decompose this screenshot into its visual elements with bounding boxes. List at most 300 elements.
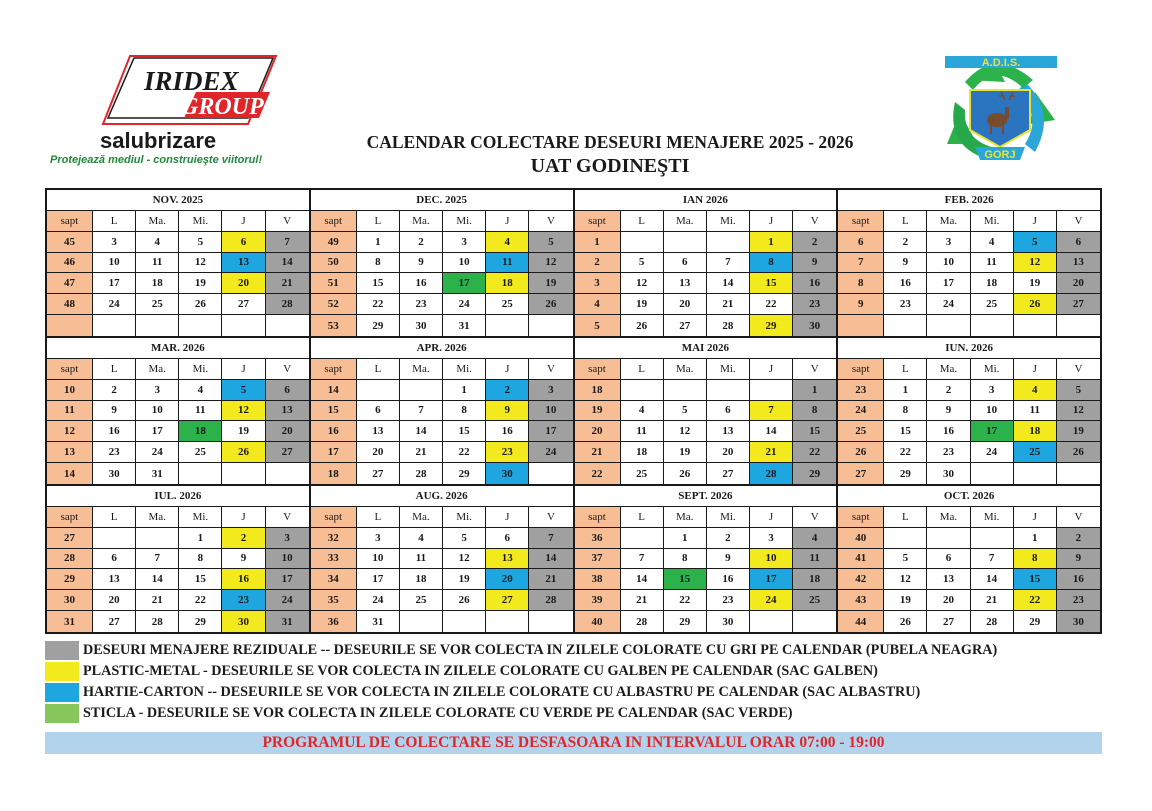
week-number-cell: 11 bbox=[47, 401, 93, 422]
month-block bbox=[311, 338, 573, 484]
week-number-cell: 10 bbox=[47, 380, 93, 401]
day-cell: 16 bbox=[222, 569, 265, 590]
day-cell bbox=[529, 611, 572, 632]
week-number-cell: 41 bbox=[838, 549, 884, 570]
day-cell: 26 bbox=[443, 590, 486, 611]
day-cell: 24 bbox=[529, 442, 572, 463]
day-cell: 26 bbox=[222, 442, 265, 463]
day-cell bbox=[664, 380, 707, 401]
day-cell: 8 bbox=[664, 549, 707, 570]
weekday-header: Ma. bbox=[136, 211, 179, 232]
week-number-cell: 15 bbox=[311, 401, 357, 422]
weekday-header: J bbox=[1014, 507, 1057, 528]
day-cell: 16 bbox=[927, 421, 970, 442]
day-cell: 10 bbox=[971, 401, 1014, 422]
day-cell: 30 bbox=[93, 463, 136, 484]
day-cell: 26 bbox=[1057, 442, 1100, 463]
day-cell bbox=[750, 380, 793, 401]
day-cell: 19 bbox=[179, 273, 222, 294]
day-cell: 23 bbox=[884, 294, 927, 315]
day-cell: 10 bbox=[750, 549, 793, 570]
day-cell: 13 bbox=[222, 253, 265, 274]
week-number-cell: 31 bbox=[47, 611, 93, 632]
day-cell: 11 bbox=[136, 253, 179, 274]
day-cell: 12 bbox=[529, 253, 572, 274]
week-number-cell: 40 bbox=[575, 611, 621, 632]
month-block bbox=[47, 486, 309, 632]
legend-row bbox=[45, 640, 1115, 661]
weekday-header: Ma. bbox=[664, 359, 707, 380]
day-cell: 22 bbox=[793, 442, 836, 463]
weekday-header: Ma. bbox=[400, 359, 443, 380]
day-cell: 7 bbox=[266, 232, 309, 253]
day-cell: 17 bbox=[927, 273, 970, 294]
day-cell: 18 bbox=[400, 569, 443, 590]
weekday-header: Mi. bbox=[179, 359, 222, 380]
day-cell: 15 bbox=[443, 421, 486, 442]
day-cell: 15 bbox=[793, 421, 836, 442]
day-cell: 2 bbox=[707, 528, 750, 549]
week-number-cell: 29 bbox=[47, 569, 93, 590]
day-cell: 15 bbox=[179, 569, 222, 590]
weekday-header: V bbox=[1057, 507, 1100, 528]
day-cell bbox=[707, 232, 750, 253]
day-cell: 2 bbox=[793, 232, 836, 253]
day-cell bbox=[971, 528, 1014, 549]
day-cell: 31 bbox=[136, 463, 179, 484]
month-name: AUG. 2026 bbox=[311, 486, 573, 507]
week-number-cell: 3 bbox=[575, 273, 621, 294]
day-cell: 28 bbox=[971, 611, 1014, 632]
day-cell: 28 bbox=[621, 611, 664, 632]
week-number-cell: 4 bbox=[575, 294, 621, 315]
day-cell: 30 bbox=[927, 463, 970, 484]
day-cell: 17 bbox=[443, 273, 486, 294]
month-name: IUN. 2026 bbox=[838, 338, 1100, 359]
day-cell: 23 bbox=[793, 294, 836, 315]
color-legend bbox=[45, 640, 1115, 724]
day-cell: 25 bbox=[621, 463, 664, 484]
day-cell: 12 bbox=[179, 253, 222, 274]
day-cell: 12 bbox=[1014, 253, 1057, 274]
legend-row bbox=[45, 682, 1115, 703]
day-cell: 5 bbox=[222, 380, 265, 401]
day-cell: 9 bbox=[707, 549, 750, 570]
weekday-header: Mi. bbox=[971, 359, 1014, 380]
company-name: IRIDEX bbox=[144, 66, 239, 96]
day-cell: 31 bbox=[266, 611, 309, 632]
day-cell: 26 bbox=[179, 294, 222, 315]
day-cell bbox=[222, 463, 265, 484]
weekday-header: L bbox=[884, 359, 927, 380]
week-column-header: sapt bbox=[575, 507, 621, 528]
day-cell: 9 bbox=[93, 401, 136, 422]
weekday-header: V bbox=[1057, 359, 1100, 380]
day-cell: 24 bbox=[93, 294, 136, 315]
day-cell: 13 bbox=[707, 421, 750, 442]
day-cell: 21 bbox=[266, 273, 309, 294]
iridex-logo-graphic bbox=[48, 54, 318, 174]
weekday-header: L bbox=[884, 211, 927, 232]
day-cell: 16 bbox=[793, 273, 836, 294]
day-cell: 15 bbox=[1014, 569, 1057, 590]
day-cell: 19 bbox=[1057, 421, 1100, 442]
weekday-header: J bbox=[1014, 211, 1057, 232]
day-cell: 24 bbox=[136, 442, 179, 463]
day-cell: 18 bbox=[971, 273, 1014, 294]
legend-text: HARTIE-CARTON -- DESEURILE SE VOR COLECTA IN ZILELE COLORATE CU ALBASTRU PE CALENDAR (SAC ALBASTRU) bbox=[83, 684, 921, 700]
day-cell: 21 bbox=[621, 590, 664, 611]
week-column-header: sapt bbox=[311, 359, 357, 380]
day-cell: 19 bbox=[664, 442, 707, 463]
day-cell: 17 bbox=[136, 421, 179, 442]
weekday-header: Ma. bbox=[136, 507, 179, 528]
week-column-header: sapt bbox=[838, 211, 884, 232]
day-cell: 29 bbox=[357, 315, 400, 336]
day-cell: 1 bbox=[884, 380, 927, 401]
day-cell: 16 bbox=[93, 421, 136, 442]
weekday-header: J bbox=[750, 359, 793, 380]
weekday-header: L bbox=[621, 359, 664, 380]
month-block bbox=[311, 486, 573, 632]
day-cell: 29 bbox=[750, 315, 793, 336]
day-cell: 10 bbox=[93, 253, 136, 274]
weekday-header: L bbox=[357, 359, 400, 380]
day-cell bbox=[486, 611, 529, 632]
day-cell: 31 bbox=[443, 315, 486, 336]
right-logo-top-text: A.D.I.S. bbox=[981, 57, 1021, 69]
day-cell: 4 bbox=[971, 232, 1014, 253]
month-block bbox=[575, 338, 837, 484]
week-number-cell: 48 bbox=[47, 294, 93, 315]
weekday-header: Ma. bbox=[400, 211, 443, 232]
day-cell bbox=[136, 315, 179, 336]
weekday-header: J bbox=[222, 211, 265, 232]
day-cell: 11 bbox=[621, 421, 664, 442]
day-cell: 20 bbox=[707, 442, 750, 463]
day-cell: 25 bbox=[971, 294, 1014, 315]
day-cell: 7 bbox=[750, 401, 793, 422]
weekday-header: V bbox=[529, 359, 572, 380]
weekday-header: J bbox=[222, 507, 265, 528]
calendar-title: CALENDAR COLECTARE DESEURI MENAJERE 2025 - 2026 bbox=[366, 132, 854, 152]
day-cell: 24 bbox=[927, 294, 970, 315]
day-cell: 3 bbox=[357, 528, 400, 549]
month-block bbox=[311, 190, 573, 336]
day-cell: 24 bbox=[750, 590, 793, 611]
week-number-cell: 44 bbox=[838, 611, 884, 632]
day-cell: 6 bbox=[707, 401, 750, 422]
day-cell: 1 bbox=[357, 232, 400, 253]
day-cell: 15 bbox=[750, 273, 793, 294]
week-number-cell: 16 bbox=[311, 421, 357, 442]
day-cell: 29 bbox=[179, 611, 222, 632]
day-cell: 25 bbox=[136, 294, 179, 315]
month-block bbox=[47, 190, 309, 336]
day-cell bbox=[1057, 315, 1100, 336]
weekday-header: V bbox=[266, 211, 309, 232]
day-cell: 1 bbox=[443, 380, 486, 401]
day-cell bbox=[793, 611, 836, 632]
weekday-header: Mi. bbox=[443, 211, 486, 232]
day-cell: 23 bbox=[707, 590, 750, 611]
week-column-header: sapt bbox=[47, 359, 93, 380]
week-number-cell: 37 bbox=[575, 549, 621, 570]
day-cell: 13 bbox=[93, 569, 136, 590]
day-cell bbox=[529, 315, 572, 336]
day-cell: 4 bbox=[179, 380, 222, 401]
day-cell: 30 bbox=[400, 315, 443, 336]
day-cell: 18 bbox=[136, 273, 179, 294]
day-cell: 25 bbox=[400, 590, 443, 611]
day-cell: 29 bbox=[1014, 611, 1057, 632]
day-cell: 14 bbox=[621, 569, 664, 590]
day-cell: 10 bbox=[266, 549, 309, 570]
day-cell: 2 bbox=[222, 528, 265, 549]
week-number-cell: 23 bbox=[838, 380, 884, 401]
day-cell: 21 bbox=[136, 590, 179, 611]
day-cell: 14 bbox=[136, 569, 179, 590]
day-cell: 18 bbox=[486, 273, 529, 294]
day-cell: 7 bbox=[400, 401, 443, 422]
day-cell: 22 bbox=[357, 294, 400, 315]
weekday-header: L bbox=[93, 507, 136, 528]
day-cell bbox=[400, 611, 443, 632]
day-cell: 20 bbox=[266, 421, 309, 442]
day-cell: 4 bbox=[486, 232, 529, 253]
weekday-header: L bbox=[621, 507, 664, 528]
week-number-cell: 14 bbox=[311, 380, 357, 401]
weekday-header: Mi. bbox=[179, 507, 222, 528]
week-number-cell: 6 bbox=[838, 232, 884, 253]
day-cell: 4 bbox=[1014, 380, 1057, 401]
day-cell: 31 bbox=[357, 611, 400, 632]
day-cell: 19 bbox=[443, 569, 486, 590]
day-cell: 5 bbox=[884, 549, 927, 570]
weekday-header: V bbox=[266, 359, 309, 380]
day-cell: 29 bbox=[664, 611, 707, 632]
weekday-header: L bbox=[93, 359, 136, 380]
week-number-cell: 42 bbox=[838, 569, 884, 590]
week-number-cell: 25 bbox=[838, 421, 884, 442]
day-cell: 17 bbox=[529, 421, 572, 442]
day-cell: 27 bbox=[93, 611, 136, 632]
day-cell: 28 bbox=[529, 590, 572, 611]
day-cell bbox=[93, 528, 136, 549]
day-cell: 25 bbox=[1014, 442, 1057, 463]
day-cell: 9 bbox=[222, 549, 265, 570]
day-cell: 7 bbox=[136, 549, 179, 570]
day-cell: 18 bbox=[793, 569, 836, 590]
week-number-cell: 21 bbox=[575, 442, 621, 463]
day-cell: 24 bbox=[357, 590, 400, 611]
week-number-cell: 27 bbox=[838, 463, 884, 484]
legend-row bbox=[45, 703, 1115, 724]
day-cell: 7 bbox=[707, 253, 750, 274]
day-cell: 22 bbox=[1014, 590, 1057, 611]
week-number-cell: 14 bbox=[47, 463, 93, 484]
day-cell: 26 bbox=[1014, 294, 1057, 315]
week-column-header: sapt bbox=[838, 507, 884, 528]
weekday-header: J bbox=[222, 359, 265, 380]
day-cell: 1 bbox=[793, 380, 836, 401]
day-cell: 9 bbox=[793, 253, 836, 274]
day-cell: 15 bbox=[884, 421, 927, 442]
week-number-cell: 12 bbox=[47, 421, 93, 442]
day-cell: 17 bbox=[971, 421, 1014, 442]
day-cell: 8 bbox=[357, 253, 400, 274]
day-cell: 21 bbox=[529, 569, 572, 590]
week-number-cell: 22 bbox=[575, 463, 621, 484]
week-column-header: sapt bbox=[838, 359, 884, 380]
day-cell: 25 bbox=[793, 590, 836, 611]
weekday-header: Mi. bbox=[971, 507, 1014, 528]
day-cell: 13 bbox=[927, 569, 970, 590]
day-cell: 28 bbox=[750, 463, 793, 484]
weekday-header: V bbox=[793, 359, 836, 380]
weekday-header: V bbox=[529, 507, 572, 528]
day-cell: 18 bbox=[621, 442, 664, 463]
day-cell: 3 bbox=[136, 380, 179, 401]
day-cell: 28 bbox=[136, 611, 179, 632]
day-cell: 20 bbox=[93, 590, 136, 611]
adis-gorj-logo bbox=[935, 52, 1065, 172]
day-cell: 9 bbox=[1057, 549, 1100, 570]
weekday-header: Mi. bbox=[707, 211, 750, 232]
day-cell bbox=[486, 315, 529, 336]
day-cell: 17 bbox=[266, 569, 309, 590]
legend-swatch bbox=[45, 662, 79, 681]
day-cell: 7 bbox=[529, 528, 572, 549]
weekday-header: L bbox=[357, 507, 400, 528]
month-block bbox=[47, 338, 309, 484]
week-number-cell: 7 bbox=[838, 253, 884, 274]
day-cell: 26 bbox=[621, 315, 664, 336]
day-cell: 8 bbox=[750, 253, 793, 274]
day-cell: 21 bbox=[400, 442, 443, 463]
day-cell: 13 bbox=[266, 401, 309, 422]
day-cell: 15 bbox=[357, 273, 400, 294]
weekday-header: V bbox=[529, 211, 572, 232]
day-cell: 10 bbox=[927, 253, 970, 274]
weekday-header: Mi. bbox=[707, 359, 750, 380]
day-cell: 23 bbox=[93, 442, 136, 463]
day-cell: 5 bbox=[529, 232, 572, 253]
week-number-cell: 26 bbox=[838, 442, 884, 463]
day-cell: 25 bbox=[486, 294, 529, 315]
week-number-cell: 24 bbox=[838, 401, 884, 422]
week-column-header: sapt bbox=[575, 211, 621, 232]
week-number-cell: 19 bbox=[575, 401, 621, 422]
day-cell: 3 bbox=[266, 528, 309, 549]
company-service: salubrizare bbox=[100, 128, 217, 153]
weekday-header: Mi. bbox=[179, 211, 222, 232]
day-cell: 18 bbox=[179, 421, 222, 442]
week-number-cell: 30 bbox=[47, 590, 93, 611]
week-number-cell: 51 bbox=[311, 273, 357, 294]
weekday-header: L bbox=[621, 211, 664, 232]
week-number-cell: 20 bbox=[575, 421, 621, 442]
month-name: APR. 2026 bbox=[311, 338, 573, 359]
day-cell: 5 bbox=[1014, 232, 1057, 253]
week-number-cell: 35 bbox=[311, 590, 357, 611]
day-cell: 14 bbox=[400, 421, 443, 442]
day-cell: 6 bbox=[357, 401, 400, 422]
weekday-header: Mi. bbox=[971, 211, 1014, 232]
day-cell: 20 bbox=[927, 590, 970, 611]
day-cell: 10 bbox=[529, 401, 572, 422]
day-cell: 1 bbox=[179, 528, 222, 549]
day-cell: 30 bbox=[1057, 611, 1100, 632]
day-cell bbox=[884, 528, 927, 549]
day-cell: 8 bbox=[884, 401, 927, 422]
day-cell: 15 bbox=[664, 569, 707, 590]
day-cell: 11 bbox=[486, 253, 529, 274]
right-logo-bottom-text: GORJ bbox=[984, 149, 1016, 161]
day-cell: 26 bbox=[529, 294, 572, 315]
legend-text: PLASTIC-METAL - DESEURILE SE VOR COLECTA IN ZILELE COLORATE CU GALBEN PE CALENDAR (SAC GALBEN) bbox=[83, 663, 878, 679]
day-cell: 3 bbox=[927, 232, 970, 253]
week-number-cell: 18 bbox=[575, 380, 621, 401]
legend-text: DESEURI MENAJERE REZIDUALE -- DESEURILE SE VOR COLECTA IN ZILELE COLORATE CU GRI PE CALENDAR (PUBELA NEAGRA) bbox=[83, 642, 998, 658]
day-cell: 14 bbox=[971, 569, 1014, 590]
month-name: SEPT. 2026 bbox=[575, 486, 837, 507]
day-cell: 2 bbox=[927, 380, 970, 401]
day-cell: 27 bbox=[486, 590, 529, 611]
day-cell: 17 bbox=[93, 273, 136, 294]
day-cell: 22 bbox=[443, 442, 486, 463]
weekday-header: L bbox=[357, 211, 400, 232]
day-cell: 27 bbox=[664, 315, 707, 336]
day-cell bbox=[266, 315, 309, 336]
day-cell bbox=[136, 528, 179, 549]
week-number-cell: 49 bbox=[311, 232, 357, 253]
day-cell: 23 bbox=[400, 294, 443, 315]
day-cell bbox=[179, 463, 222, 484]
day-cell: 12 bbox=[222, 401, 265, 422]
day-cell: 22 bbox=[750, 294, 793, 315]
week-number-cell: 28 bbox=[47, 549, 93, 570]
week-column-header: sapt bbox=[311, 211, 357, 232]
week-number-cell: 2 bbox=[575, 253, 621, 274]
day-cell: 12 bbox=[664, 421, 707, 442]
day-cell: 5 bbox=[179, 232, 222, 253]
day-cell: 19 bbox=[222, 421, 265, 442]
week-number-cell bbox=[47, 315, 93, 336]
day-cell: 6 bbox=[93, 549, 136, 570]
weekday-header: V bbox=[793, 507, 836, 528]
weekday-header: Ma. bbox=[400, 507, 443, 528]
week-number-cell: 8 bbox=[838, 273, 884, 294]
day-cell bbox=[93, 315, 136, 336]
day-cell bbox=[621, 380, 664, 401]
day-cell: 28 bbox=[400, 463, 443, 484]
day-cell: 20 bbox=[222, 273, 265, 294]
week-number-cell: 50 bbox=[311, 253, 357, 274]
week-number-cell: 47 bbox=[47, 273, 93, 294]
day-cell bbox=[621, 528, 664, 549]
day-cell: 3 bbox=[443, 232, 486, 253]
calendar-subtitle: UAT GODINEŞTI bbox=[530, 155, 690, 177]
day-cell: 10 bbox=[443, 253, 486, 274]
day-cell: 3 bbox=[750, 528, 793, 549]
day-cell: 29 bbox=[793, 463, 836, 484]
week-number-cell: 9 bbox=[838, 294, 884, 315]
weekday-header: Ma. bbox=[927, 211, 970, 232]
weekday-header: J bbox=[1014, 359, 1057, 380]
day-cell bbox=[443, 611, 486, 632]
month-name: FEB. 2026 bbox=[838, 190, 1100, 211]
